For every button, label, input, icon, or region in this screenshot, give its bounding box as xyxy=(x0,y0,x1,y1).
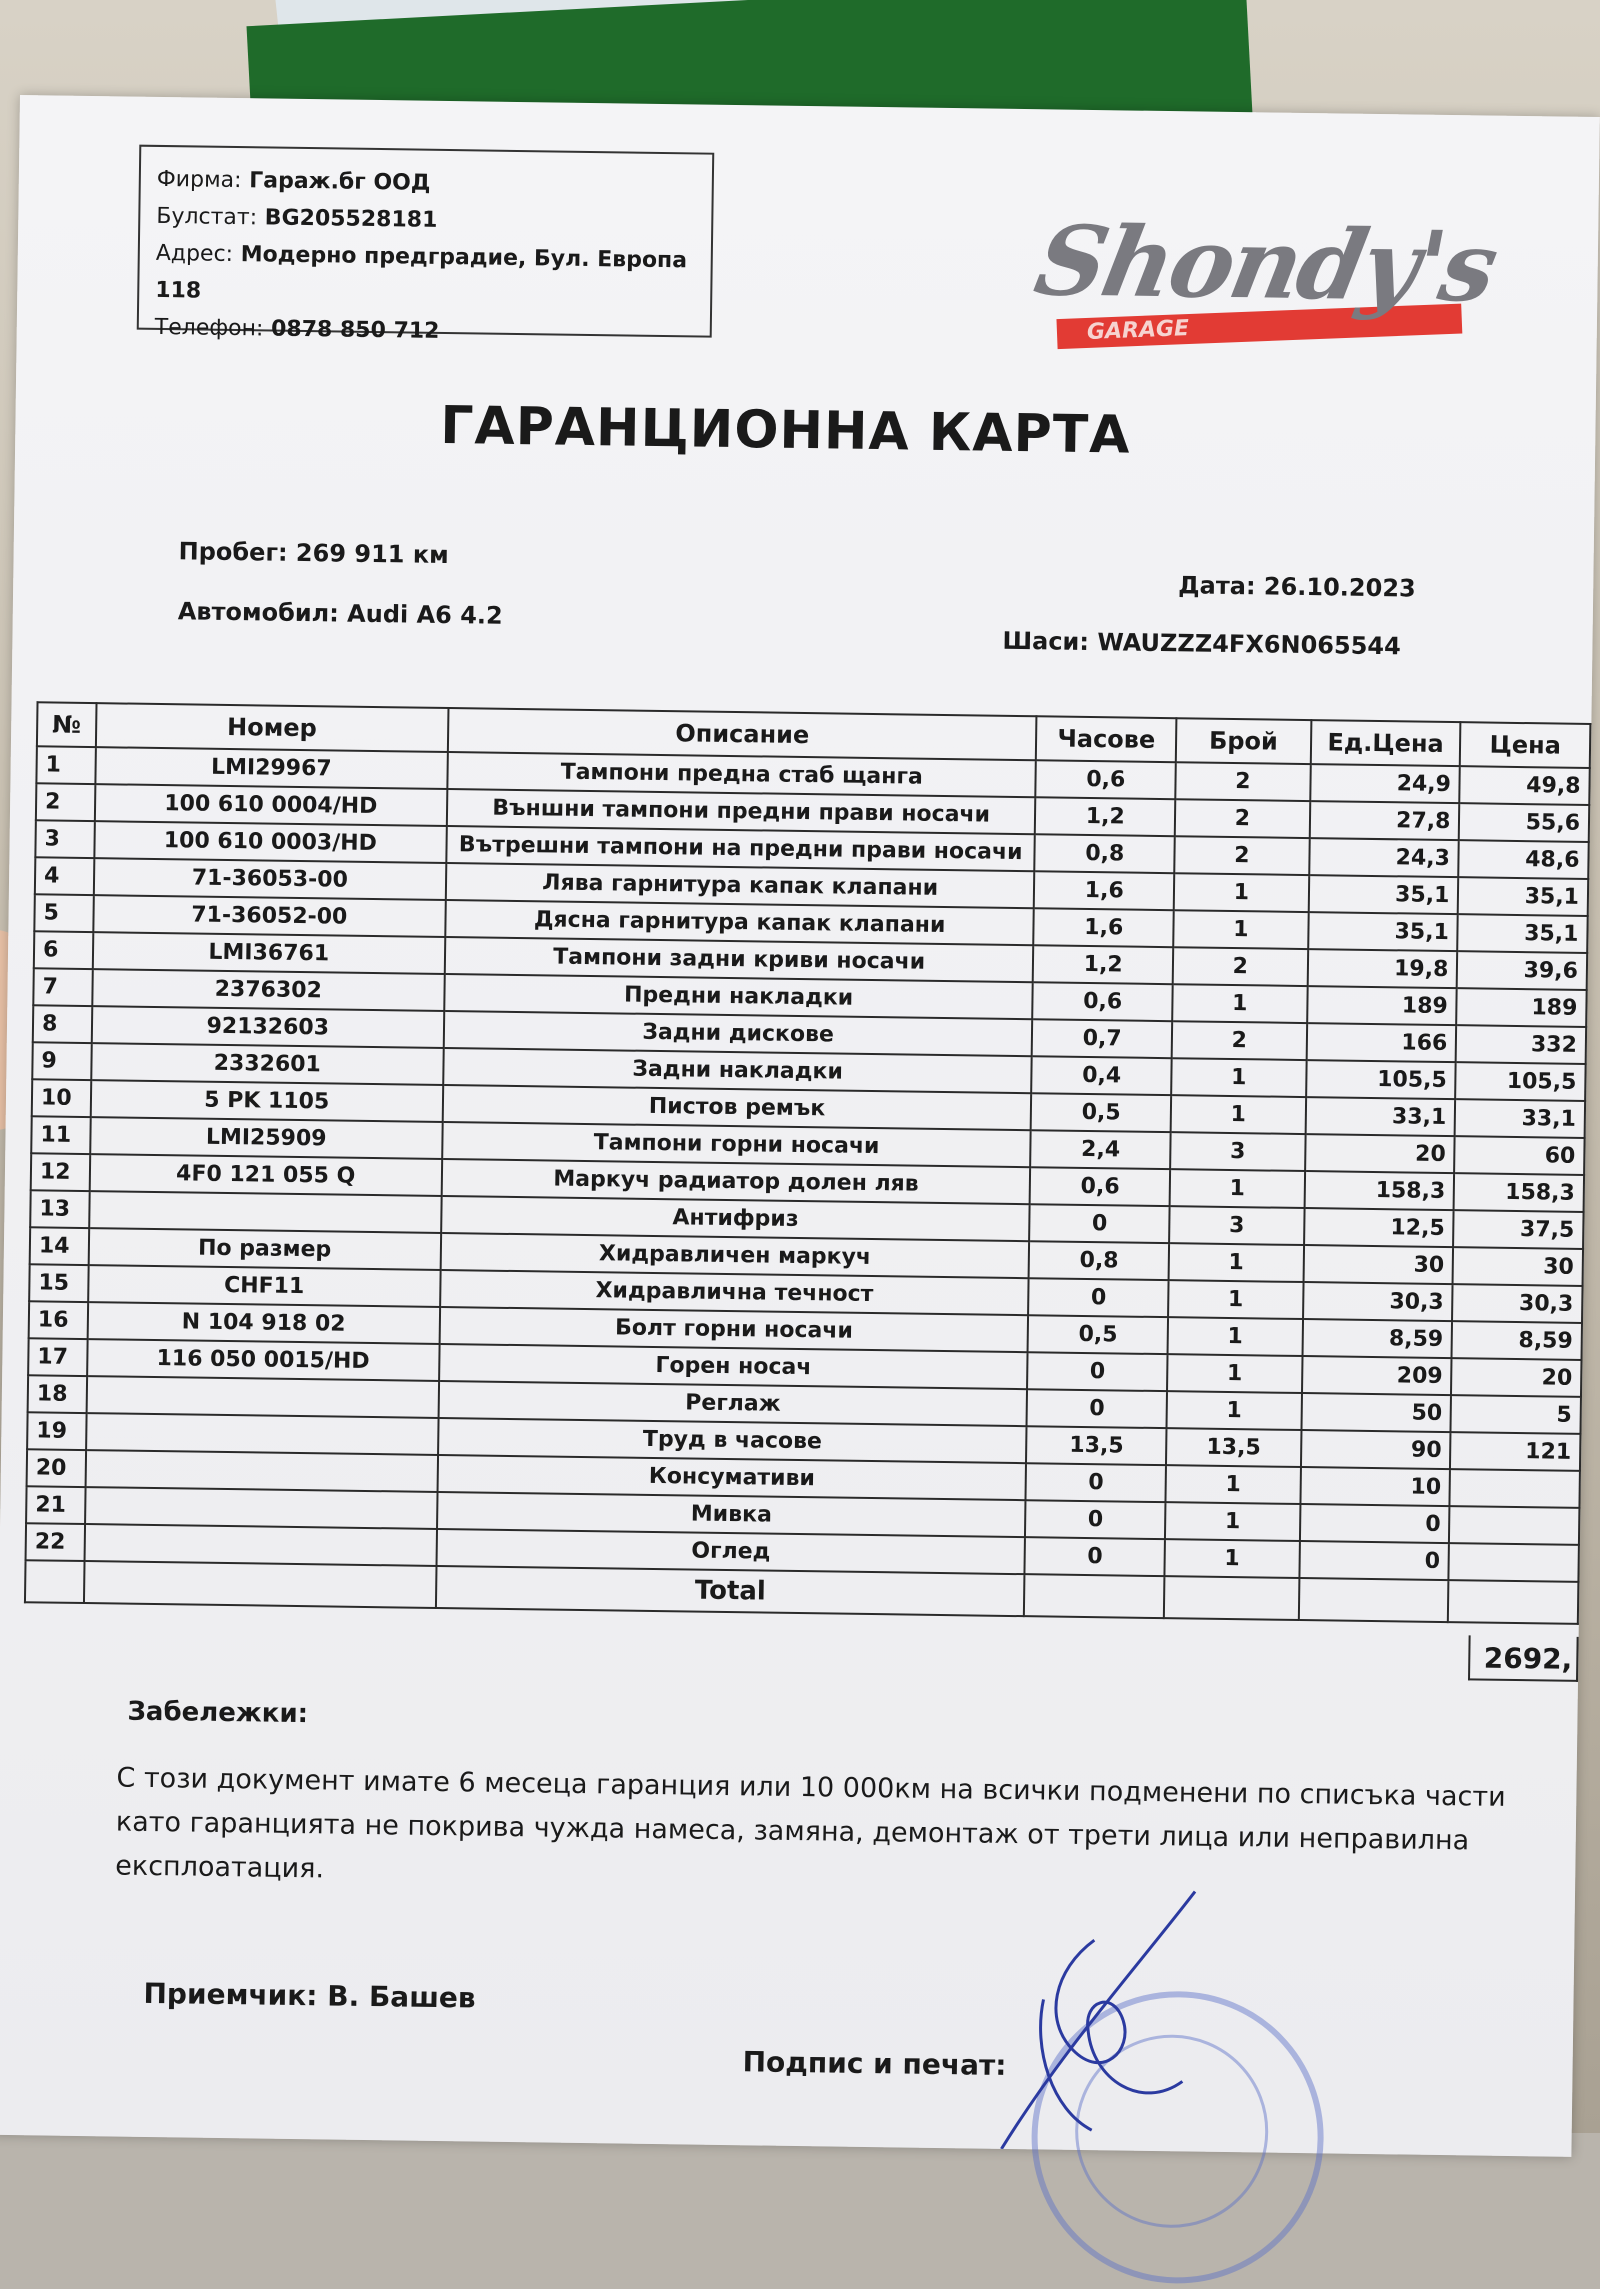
cell-description: Горен носач xyxy=(439,1344,1028,1389)
cell-hours: 0 xyxy=(1025,1500,1165,1539)
cell-part-number xyxy=(85,1487,438,1529)
logo-subtitle: GARAGE xyxy=(1086,316,1190,345)
cell-unit-price: 189 xyxy=(1307,986,1457,1025)
cell-description: Консумативи xyxy=(437,1455,1026,1500)
cell-row-number: 12 xyxy=(31,1153,90,1191)
cell-quantity: 2 xyxy=(1175,762,1310,801)
document-date: Дата: 26.10.2023 xyxy=(1178,571,1416,603)
cell-unit-price: 33,1 xyxy=(1305,1097,1455,1136)
cell-hours: 1,6 xyxy=(1034,908,1174,947)
cell-part-number: 92132603 xyxy=(91,1006,444,1048)
cell-description: Външни тампони предни прави носачи xyxy=(447,789,1036,834)
cell-part-number: 71-36052-00 xyxy=(93,895,446,937)
cell-price: 8,59 xyxy=(1452,1321,1582,1360)
cell-row-number: 16 xyxy=(29,1301,88,1339)
cell-part-number: 71-36053-00 xyxy=(94,858,447,900)
cell-quantity: 1 xyxy=(1165,1539,1300,1578)
cell-description: Антифриз xyxy=(441,1196,1030,1241)
cell-part-number: 100 610 0003/HD xyxy=(94,821,447,863)
cell-unit-price: 0 xyxy=(1300,1504,1450,1543)
cell-unit-price: 50 xyxy=(1301,1393,1451,1432)
vin-number: Шаси: WAUZZZ4FX6N065544 xyxy=(1002,626,1401,661)
cell-hours: 0 xyxy=(1028,1278,1168,1317)
cell-unit-price: 30 xyxy=(1303,1245,1453,1284)
cell-part-number: По размер xyxy=(88,1228,441,1270)
cell-hours: 0,8 xyxy=(1035,834,1175,873)
cell-hours: 0,5 xyxy=(1028,1315,1168,1354)
cell-hours: 1,6 xyxy=(1034,871,1174,910)
company-phone-row xyxy=(155,309,694,354)
cell-quantity: 2 xyxy=(1172,1021,1307,1060)
cell-unit-price: 12,5 xyxy=(1304,1208,1454,1247)
cell-price: 332 xyxy=(1456,1025,1586,1064)
cell-price: 5 xyxy=(1451,1395,1581,1434)
cell-price: 39,6 xyxy=(1457,951,1587,990)
cell-part-number: N 104 918 02 xyxy=(87,1302,440,1344)
cell-unit-price: 10 xyxy=(1300,1467,1450,1506)
cell-unit-price: 0 xyxy=(1299,1541,1449,1580)
cell-part-number: 5 PK 1105 xyxy=(90,1080,443,1122)
cell-row-number: 5 xyxy=(34,894,93,932)
cell-price: 30 xyxy=(1453,1247,1583,1286)
cell-row-number: 14 xyxy=(30,1227,89,1265)
handwritten-signature xyxy=(891,1847,1245,2152)
total-label: Total xyxy=(436,1566,1025,1616)
warranty-card-document xyxy=(0,95,1600,2157)
cell-part-number: 4F0 121 055 Q xyxy=(89,1154,442,1196)
bulstat-value: BG205528181 xyxy=(264,205,438,233)
cell-unit-price: 20 xyxy=(1305,1134,1455,1173)
car-model: Автомобил: Audi A6 4.2 xyxy=(177,597,503,630)
notes-title: Забележки: xyxy=(127,1696,309,1730)
items-table xyxy=(24,701,1591,1625)
total-empty-cell xyxy=(25,1560,84,1603)
notes-text: С този документ имате 6 месеца гаранция или 10 000км на всички подменени по списъка части като гаранцията не покрива чужда намеса, замяна, демонтаж от трети лица или неправилна експлоатация. xyxy=(115,1762,1506,1885)
document-title: ГАРАНЦИОННА КАРТА xyxy=(439,395,1131,466)
cell-description: Оглед xyxy=(436,1529,1025,1574)
cell-quantity: 1 xyxy=(1171,1058,1306,1097)
cell-quantity: 3 xyxy=(1170,1132,1305,1171)
cell-hours: 0,7 xyxy=(1032,1019,1172,1058)
cell-description: Дясна гарнитура капак клапани xyxy=(445,900,1034,945)
total-empty-cell xyxy=(1448,1580,1578,1624)
cell-quantity: 1 xyxy=(1171,1095,1306,1134)
cell-description: Пистов ремък xyxy=(443,1085,1032,1130)
col-header-hours: Часове xyxy=(1036,716,1176,762)
cell-part-number: 116 050 0015/HD xyxy=(87,1339,440,1381)
cell-hours: 0 xyxy=(1026,1463,1166,1502)
bulstat-label: Булстат: xyxy=(156,203,258,231)
cell-row-number: 19 xyxy=(27,1412,86,1450)
cell-quantity: 1 xyxy=(1167,1354,1302,1393)
cell-description: Задни накладки xyxy=(443,1048,1032,1093)
cell-hours: 2,4 xyxy=(1031,1130,1171,1169)
total-empty-cell xyxy=(1298,1578,1448,1622)
cell-price: 121 xyxy=(1450,1432,1580,1471)
cell-hours: 0,6 xyxy=(1033,982,1173,1021)
cell-unit-price: 19,8 xyxy=(1307,949,1457,988)
address-label: Адрес: xyxy=(155,240,234,267)
cell-price: 60 xyxy=(1455,1136,1585,1175)
cell-row-number: 22 xyxy=(26,1523,85,1561)
cell-row-number: 17 xyxy=(28,1338,87,1376)
cell-quantity: 1 xyxy=(1168,1280,1303,1319)
cell-part-number xyxy=(86,1376,439,1418)
cell-price: 33,1 xyxy=(1455,1099,1585,1138)
garage-logo xyxy=(1027,204,1504,360)
total-empty-cell xyxy=(1164,1576,1299,1620)
col-header-description: Описание xyxy=(448,708,1037,760)
cell-price: 48,6 xyxy=(1459,840,1589,879)
cell-row-number: 7 xyxy=(33,968,92,1006)
col-header-unit-price: Ед.Цена xyxy=(1310,720,1460,766)
cell-price: 37,5 xyxy=(1453,1210,1583,1249)
cell-price: 20 xyxy=(1451,1358,1581,1397)
receiver-name: Приемчик: В. Башев xyxy=(143,1976,476,2015)
cell-quantity: 1 xyxy=(1166,1465,1301,1504)
cell-row-number: 11 xyxy=(31,1116,90,1154)
cell-part-number: 2376302 xyxy=(92,969,445,1011)
cell-row-number: 21 xyxy=(26,1486,85,1524)
cell-quantity: 3 xyxy=(1169,1206,1304,1245)
cell-part-number xyxy=(85,1450,438,1492)
cell-unit-price: 27,8 xyxy=(1309,801,1459,840)
table-body xyxy=(26,746,1590,1582)
cell-price: 35,1 xyxy=(1458,877,1588,916)
cell-description: Тампони предна стаб щанга xyxy=(447,752,1036,797)
col-header-part-no: Номер xyxy=(96,703,449,752)
company-info-box xyxy=(137,145,715,344)
cell-hours: 0 xyxy=(1027,1352,1167,1391)
cell-quantity: 1 xyxy=(1174,873,1309,912)
cell-quantity: 1 xyxy=(1167,1391,1302,1430)
phone-value: 0878 850 712 xyxy=(270,316,440,344)
cell-price: 105,5 xyxy=(1456,1062,1586,1101)
cell-hours: 0,6 xyxy=(1036,760,1176,799)
cell-price xyxy=(1450,1469,1580,1508)
cell-unit-price: 209 xyxy=(1302,1356,1452,1395)
cell-hours: 0 xyxy=(1027,1389,1167,1428)
firm-label: Фирма: xyxy=(156,166,242,194)
cell-part-number: LMI29967 xyxy=(95,747,448,789)
cell-part-number: CHF11 xyxy=(88,1265,441,1307)
cell-row-number: 4 xyxy=(35,857,94,895)
cell-description: Маркуч радиатор долен ляв xyxy=(442,1159,1031,1204)
cell-quantity: 1 xyxy=(1169,1243,1304,1282)
grand-total: 2692, xyxy=(1468,1635,1579,1682)
cell-unit-price: 166 xyxy=(1306,1023,1456,1062)
cell-description: Хидравличен маркуч xyxy=(440,1233,1029,1278)
cell-row-number: 9 xyxy=(32,1042,91,1080)
cell-quantity: 1 xyxy=(1170,1169,1305,1208)
cell-quantity: 2 xyxy=(1173,947,1308,986)
total-empty-cell xyxy=(1024,1574,1164,1618)
phone-label: Телефон: xyxy=(154,314,264,342)
cell-price: 30,3 xyxy=(1452,1284,1582,1323)
firm-value: Гараж.бг ООД xyxy=(249,168,431,196)
cell-quantity: 13,5 xyxy=(1166,1428,1301,1467)
cell-hours: 0 xyxy=(1030,1204,1170,1243)
col-header-number: № xyxy=(37,702,96,747)
cell-part-number xyxy=(86,1413,439,1455)
cell-price xyxy=(1449,1506,1579,1545)
col-header-quantity: Брой xyxy=(1176,718,1311,764)
cell-row-number: 6 xyxy=(34,931,93,969)
cell-description: Мивка xyxy=(437,1492,1026,1537)
cell-row-number: 13 xyxy=(30,1190,89,1228)
cell-unit-price: 30,3 xyxy=(1303,1282,1453,1321)
cell-unit-price: 90 xyxy=(1301,1430,1451,1469)
cell-hours: 1,2 xyxy=(1035,797,1175,836)
cell-quantity: 1 xyxy=(1168,1317,1303,1356)
cell-description: Предни накладки xyxy=(444,974,1033,1019)
cell-part-number xyxy=(89,1191,442,1233)
cell-row-number: 1 xyxy=(36,746,95,784)
cell-part-number: LMI25909 xyxy=(90,1117,443,1159)
cell-price: 158,3 xyxy=(1454,1173,1584,1212)
cell-description: Хидравлична течност xyxy=(440,1270,1029,1315)
cell-row-number: 10 xyxy=(32,1079,91,1117)
cell-description: Лява гарнитура капак клапани xyxy=(446,863,1035,908)
cell-hours: 1,2 xyxy=(1033,945,1173,984)
cell-price: 55,6 xyxy=(1459,803,1589,842)
cell-hours: 0,6 xyxy=(1030,1167,1170,1206)
cell-quantity: 1 xyxy=(1172,984,1307,1023)
cell-description: Вътрешни тампони на предни прави носачи xyxy=(446,826,1035,871)
cell-part-number: 100 610 0004/HD xyxy=(95,784,448,826)
logo-wordmark: Shondy's xyxy=(1027,204,1504,324)
cell-description: Болт горни носачи xyxy=(439,1307,1028,1352)
cell-quantity: 2 xyxy=(1175,799,1310,838)
cell-price xyxy=(1449,1543,1579,1582)
cell-price: 35,1 xyxy=(1458,914,1588,953)
cell-quantity: 2 xyxy=(1174,836,1309,875)
cell-description: Задни дискове xyxy=(444,1011,1033,1056)
cell-hours: 13,5 xyxy=(1026,1426,1166,1465)
cell-part-number: LMI36761 xyxy=(92,932,445,974)
cell-hours: 0,8 xyxy=(1029,1241,1169,1280)
cell-description: Труд в часове xyxy=(438,1418,1027,1463)
cell-quantity: 1 xyxy=(1165,1502,1300,1541)
cell-row-number: 15 xyxy=(29,1264,88,1302)
cell-unit-price: 35,1 xyxy=(1308,912,1458,951)
cell-row-number: 18 xyxy=(28,1375,87,1413)
total-empty-cell xyxy=(84,1561,437,1608)
cell-part-number: 2332601 xyxy=(91,1043,444,1085)
cell-unit-price: 105,5 xyxy=(1306,1060,1456,1099)
cell-description: Тампони задни криви носачи xyxy=(445,937,1034,982)
cell-unit-price: 24,9 xyxy=(1310,764,1460,803)
cell-hours: 0 xyxy=(1025,1537,1165,1576)
cell-part-number xyxy=(84,1524,437,1566)
company-address-row xyxy=(155,235,695,317)
signature-label: Подпис и печат: xyxy=(742,2045,1007,2082)
address-value: Модерно предградие, Бул. Европа 118 xyxy=(155,242,688,304)
cell-unit-price: 35,1 xyxy=(1308,875,1458,914)
cell-price: 189 xyxy=(1457,988,1587,1027)
cell-hours: 0,5 xyxy=(1031,1093,1171,1132)
cell-row-number: 2 xyxy=(36,783,95,821)
col-header-price: Цена xyxy=(1460,722,1590,768)
cell-row-number: 3 xyxy=(35,820,94,858)
mileage: Пробег: 269 911 км xyxy=(178,537,449,570)
cell-unit-price: 24,3 xyxy=(1309,838,1459,877)
cell-row-number: 20 xyxy=(27,1449,86,1487)
cell-unit-price: 8,59 xyxy=(1302,1319,1452,1358)
cell-row-number: 8 xyxy=(33,1005,92,1043)
cell-quantity: 1 xyxy=(1173,910,1308,949)
cell-hours: 0,4 xyxy=(1032,1056,1172,1095)
cell-price: 49,8 xyxy=(1460,766,1590,805)
cell-unit-price: 158,3 xyxy=(1304,1171,1454,1210)
cell-description: Тампони горни носачи xyxy=(442,1122,1031,1167)
cell-description: Реглаж xyxy=(438,1381,1027,1426)
